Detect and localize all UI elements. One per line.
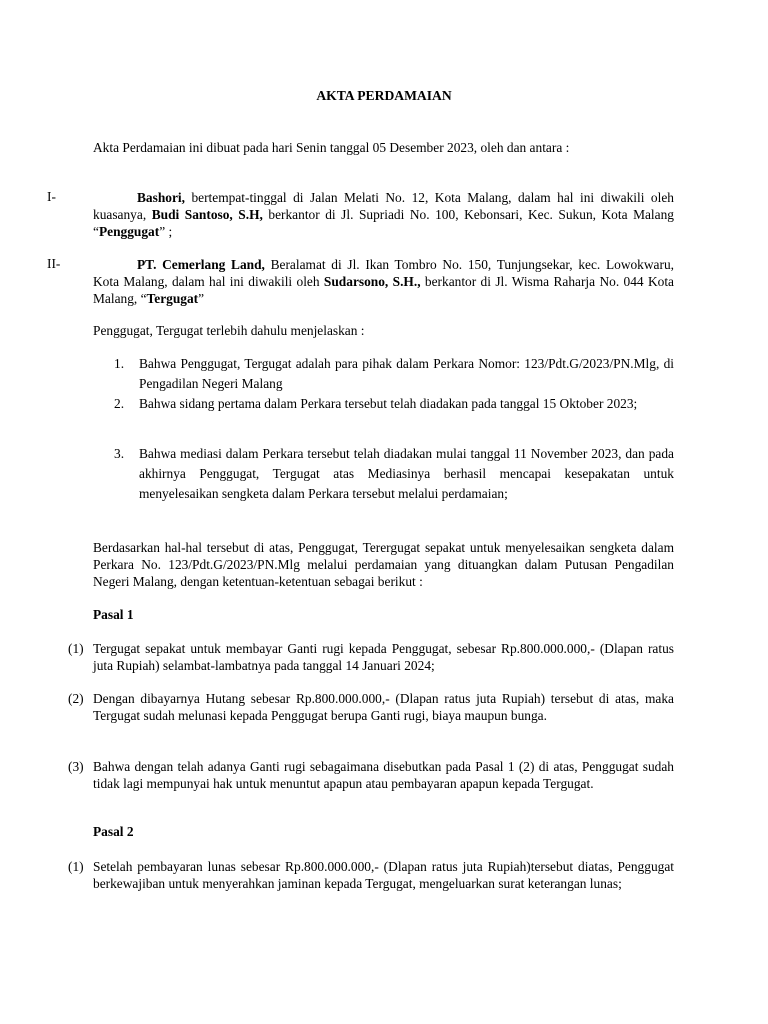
party-paragraph bbox=[93, 189, 674, 240]
party-text: berkantor di Jl. Wisma Raharja No. 044 Kota Malang, “ bbox=[93, 274, 674, 306]
party-number: II- bbox=[47, 256, 61, 271]
pasal-heading: Pasal 1 bbox=[93, 607, 134, 622]
clause-item bbox=[68, 758, 674, 792]
clause-item bbox=[68, 690, 674, 724]
clause-text: Bahwa dengan telah adanya Ganti rugi sebagaimana disebutkan pada Pasal 1 (2) di atas, Penggugat sudah tidak lagi mempunyai hak untuk menuntut apapun atau pembayaran apapun kepada Tergugat. bbox=[93, 759, 674, 791]
clause-text: Dengan dibayarnya Hutang sebesar Rp.800.000.000,- (Dlapan ratus juta Rupiah) tersebut di atas, maka Tergugat sudah melunasi kepada Penggugat berupa Ganti rugi, biaya maupun bunga. bbox=[93, 691, 674, 723]
party-text: Beralamat di Jl. Ikan Tombro No. 150, Tunjungsekar, kec. Lowokwaru, Kota Malang, dalam hal ini diwakili oleh bbox=[93, 257, 674, 289]
basis-paragraph: Berdasarkan hal-hal tersebut di atas, Penggugat, Terergugat sepakat untuk menyelesaikan sengketa dalam Perkara No. 123/Pdt.G/2023/PN.Mlg melalui perdamaian yang dituangkan dalam Putusan Pengadilan Negeri Malang, dengan ketentuan-ketentuan sebagai berikut : bbox=[93, 540, 674, 589]
party-text: berkantor di Jl. Supriadi No. 100, Kebonsari, Kec. Sukun, Kota Malang “ bbox=[93, 207, 674, 239]
intro-paragraph: Akta Perdamaian ini dibuat pada hari Senin tanggal 05 Desember 2023, oleh dan antara : bbox=[93, 140, 570, 155]
clause-number: (1) bbox=[68, 641, 84, 656]
clause-item bbox=[68, 640, 674, 674]
party-name: Bashori, bbox=[137, 190, 185, 205]
clause-text: Setelah pembayaran lunas sebesar Rp.800.000.000,- (Dlapan ratus juta Rupiah)tersebut diatas, Penggugat berkewajiban untuk menyerahkan jaminan kepada Tergugat, mengeluarkan surat keterangan lunas; bbox=[93, 859, 674, 891]
list-item bbox=[93, 354, 674, 394]
clause-number: (1) bbox=[68, 859, 84, 874]
party-text: bertempat-tinggal di Jalan Melati No. 12, Kota Malang, dalam hal ini diwakili oleh kuasanya, bbox=[93, 190, 674, 222]
pasal-heading: Pasal 2 bbox=[93, 824, 134, 839]
party-role: Penggugat bbox=[98, 224, 160, 239]
list-item-text: Bahwa Penggugat, Tergugat adalah para pihak dalam Perkara Nomor: 123/Pdt.G/2023/PN.Mlg, di Pengadilan Negeri Malang bbox=[139, 356, 674, 391]
party-representative: Budi Santoso, S.H, bbox=[151, 207, 263, 222]
clause-number: (2) bbox=[68, 691, 84, 706]
party-text: ” bbox=[198, 291, 205, 306]
party-role: Tergugat bbox=[146, 291, 199, 306]
party-representative: Sudarsono, S.H., bbox=[323, 274, 421, 289]
party-paragraph bbox=[93, 256, 674, 307]
party-name: PT. Cemerlang Land, bbox=[137, 257, 265, 272]
clause-item bbox=[68, 858, 674, 892]
clause-number: (3) bbox=[68, 759, 84, 774]
explain-intro: Penggugat, Tergugat terlebih dahulu menjelaskan : bbox=[93, 323, 365, 338]
party-number: I- bbox=[47, 189, 56, 204]
list-item bbox=[93, 444, 674, 504]
list-item bbox=[93, 394, 674, 414]
list-item-number: 2. bbox=[114, 396, 125, 411]
list-item-text: Bahwa mediasi dalam Perkara tersebut telah diadakan mulai tanggal 11 November 2023, dan pada akhirnya Penggugat, Tergugat atas Mediasinya berhasil mencapai kesepakatan untuk menyelesaikan sengketa dalam Perkara tersebut melalui perdamaian; bbox=[139, 446, 674, 501]
party-text: ” ; bbox=[159, 224, 173, 239]
list-item-text: Bahwa sidang pertama dalam Perkara tersebut telah diadakan pada tanggal 15 Oktober 2023; bbox=[139, 396, 638, 411]
list-item-number: 1. bbox=[114, 356, 125, 371]
clause-text: Tergugat sepakat untuk membayar Ganti rugi kepada Penggugat, sebesar Rp.800.000.000,- (Dlapan ratus juta Rupiah) selambat-lambatnya pada tanggal 14 Januari 2024; bbox=[93, 641, 674, 673]
list-item-number: 3. bbox=[114, 446, 125, 461]
document-title: AKTA PERDAMAIAN bbox=[316, 88, 452, 103]
